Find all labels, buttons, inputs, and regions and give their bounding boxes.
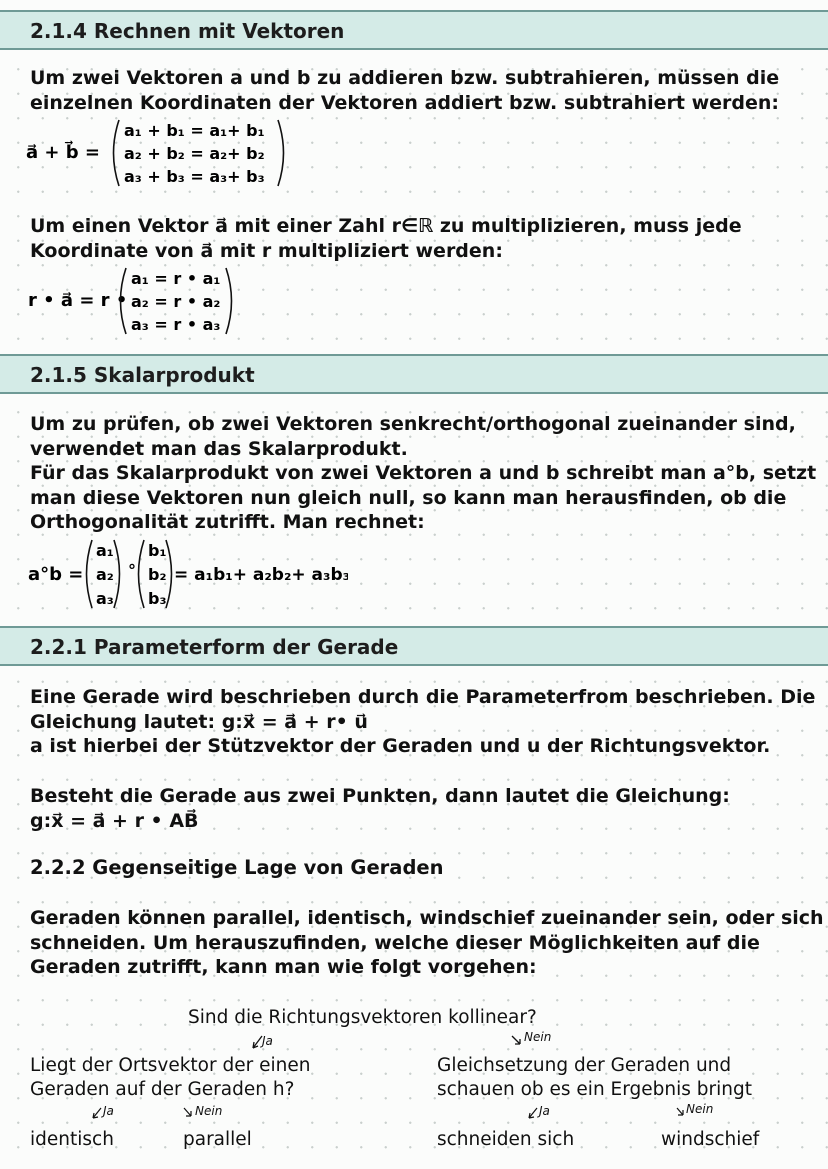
text-line: Um zu prüfen, ob zwei Vektoren senkrecht/orthogonal zueinander sind,	[30, 413, 796, 435]
text-line: man diese Vektoren nun gleich null, so kann man herausfinden, ob die	[30, 486, 787, 509]
paragraph-dot-product	[30, 412, 816, 535]
vector-a-3: a₃	[96, 589, 114, 608]
result-identisch: identisch	[30, 1129, 114, 1150]
equation-addition-svg	[26, 116, 286, 190]
paragraph-two-points	[30, 784, 730, 833]
vector-a-2: a₂	[96, 565, 114, 584]
section-title: 2.2.1 Parameterform der Gerade	[30, 635, 399, 659]
section-title-2-2-2	[30, 856, 444, 881]
left-question	[30, 1054, 310, 1102]
text-line: Orthogonalität zutrifft. Man rechnet:	[30, 511, 425, 533]
text-line: Geraden auf der Geraden h?	[30, 1079, 295, 1100]
addition-row-1: a₁ + b₁ = a₁+ b₁	[124, 121, 265, 140]
text-line: Um einen Vektor a⃗ mit einer Zahl r∈ℝ zu multiplizieren, muss jede	[30, 215, 742, 237]
text-line: schneiden. Um herauszufinden, welche dieser Möglichkeiten auf die	[30, 931, 760, 954]
multiplication-row-1: a₁ = r • a₁	[131, 269, 221, 288]
multiplication-row-3: a₃ = r • a₃	[131, 315, 221, 334]
section-header-2-2-1	[0, 626, 828, 666]
text-line: Eine Gerade wird beschrieben durch die Parameterfrom beschrieben. Die	[30, 686, 816, 708]
left-branch-no: Nein	[195, 1104, 223, 1118]
section-header-2-1-4	[0, 10, 828, 50]
text-line: g:x⃗ = a⃗ + r • AB⃗	[30, 809, 199, 832]
multiplication-row-2: a₂ = r • a₂	[131, 292, 221, 311]
addition-lhs: a⃗ + b⃗ =	[26, 142, 100, 163]
result-windschief: windschief	[661, 1129, 760, 1150]
section-header-2-1-5	[0, 354, 828, 394]
equation-scalar-multiplication	[28, 264, 248, 338]
left-branch-yes: Ja	[103, 1104, 114, 1118]
vector-b-2: b₂	[148, 565, 167, 584]
vector-b-1: b₁	[148, 541, 167, 560]
paragraph-parameter-form	[30, 685, 815, 759]
branch-label-yes: Ja	[262, 1034, 273, 1048]
addition-row-3: a₃ + b₃ = a₃+ b₃	[124, 167, 265, 186]
paragraph-scalar-multiplication	[30, 214, 742, 263]
multiplication-lhs: r • a⃗ = r •	[28, 290, 128, 311]
text-line: Gleichsetzung der Geraden und	[437, 1055, 732, 1076]
paragraph-relative-position	[30, 906, 824, 980]
result-parallel: parallel	[183, 1129, 252, 1150]
text-line: a ist hierbei der Stützvektor der Geraden und u der Richtungsvektor.	[30, 735, 771, 757]
addition-row-2: a₂ + b₂ = a₂+ b₂	[124, 144, 265, 163]
text-line: Besteht die Gerade aus zwei Punkten, dann lautet die Gleichung:	[30, 785, 730, 807]
vector-b-3: b₃	[148, 589, 167, 608]
text-line: Koordinate von a⃗ mit r multipliziert werden:	[30, 239, 503, 262]
text-line: einzelnen Koordinaten der Vektoren addiert bzw. subtrahiert werden:	[30, 91, 780, 114]
right-branch-yes: Ja	[539, 1104, 550, 1118]
equation-vector-addition	[26, 116, 286, 190]
result-schneiden-sich: schneiden sich	[437, 1129, 575, 1150]
equation-dot-product	[28, 536, 348, 612]
section-title: 2.1.5 Skalarprodukt	[30, 363, 255, 387]
vector-a-1: a₁	[96, 541, 114, 560]
paragraph-vector-addition	[30, 66, 779, 115]
text-line: Für das Skalarprodukt von zwei Vektoren a und b schreibt man a°b, setzt	[30, 462, 817, 484]
branch-label-no: Nein	[524, 1030, 552, 1044]
tree-question: Sind die Richtungsvektoren kollinear?	[188, 1007, 537, 1028]
equation-multiplication-svg	[28, 264, 248, 338]
text-line: Liegt der Ortsvektor der einen	[30, 1055, 311, 1076]
dot-product-rhs: = a₁b₁+ a₂b₂+ a₃b₃	[174, 565, 348, 585]
text-line: verwendet man das Skalarprodukt.	[30, 437, 408, 460]
text-line: Gleichung lautet: g:x⃗ = a⃗ + r• u⃗	[30, 710, 368, 733]
right-question	[437, 1054, 752, 1102]
text-line: Geraden zutrifft, kann man wie folgt vorgehen:	[30, 956, 537, 978]
right-branch-no: Nein	[686, 1102, 714, 1116]
equation-dot-product-svg	[28, 536, 348, 612]
dot-operator: °	[128, 561, 136, 580]
text-line: Geraden können parallel, identisch, windschief zueinander sein, oder sich	[30, 907, 824, 929]
text-line: schauen ob es ein Ergebnis bringt	[437, 1079, 752, 1100]
text-line: Um zwei Vektoren a und b zu addieren bzw. subtrahieren, müssen die	[30, 67, 780, 89]
section-title: 2.2.2 Gegenseitige Lage von Geraden	[30, 856, 444, 879]
section-title: 2.1.4 Rechnen mit Vektoren	[30, 19, 345, 43]
dot-product-lhs: a°b =	[28, 564, 84, 585]
